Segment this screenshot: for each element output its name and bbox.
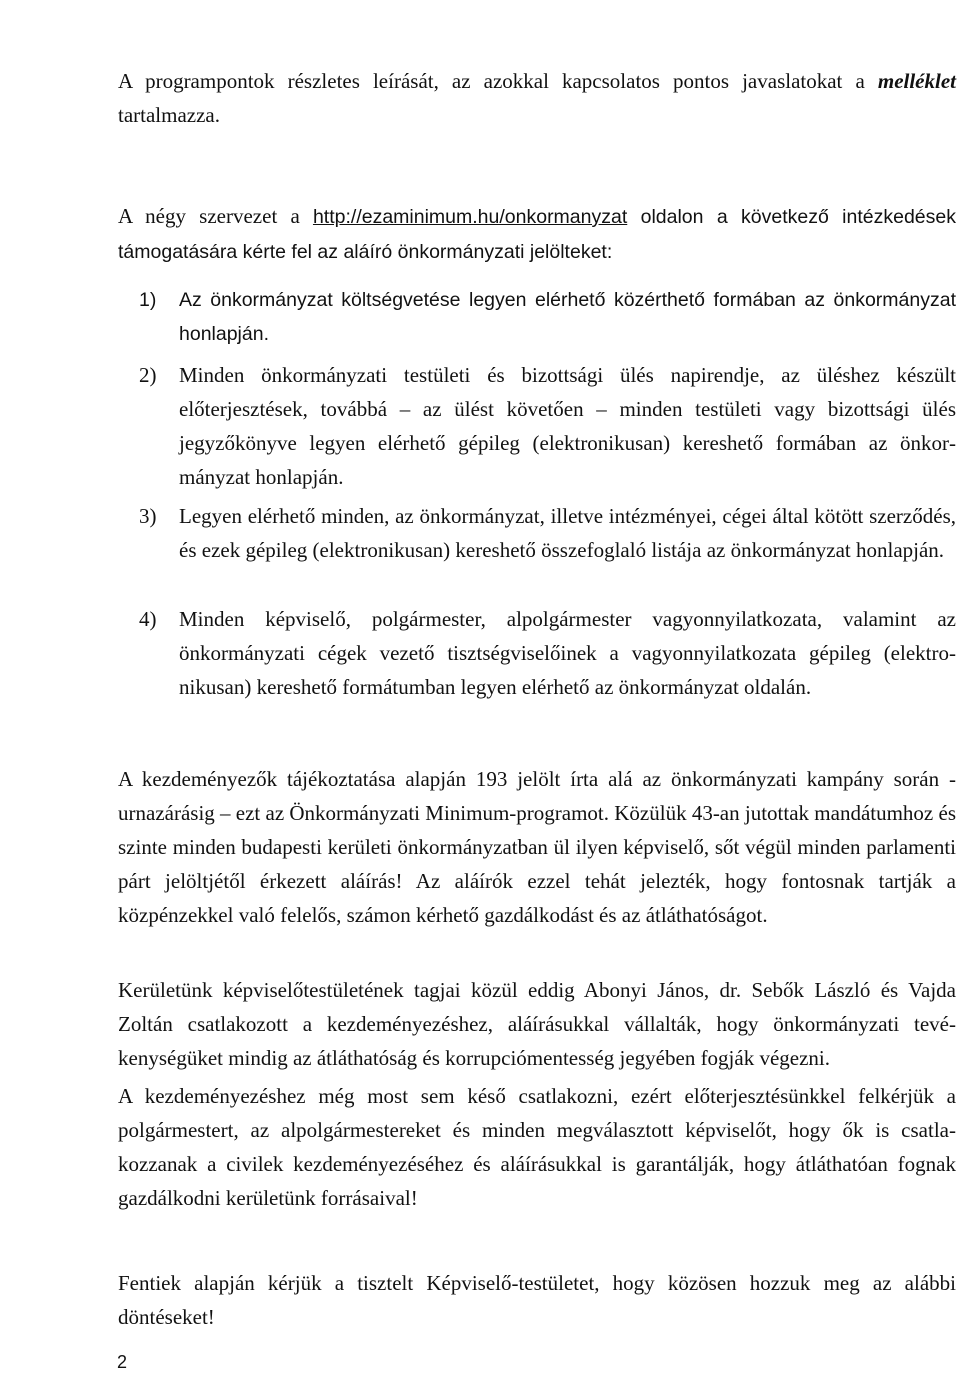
measure-number: 4) [139, 607, 157, 631]
ezaminimum-link[interactable]: http://ezaminimum.hu/onkormanyzat [312, 206, 628, 228]
measure-number: 1) [139, 289, 157, 311]
intro-text-after: tartalmazza. [118, 103, 221, 127]
measure-text: Minden önkormányzati testületi és bizottsági ülés napirendje, az üléshez készült előterjesztések, továbbá – az ülést követően – minden testületi vagy bizottsági ülés jegyzőkönyve legyen elérhető gépileg (elektronikusan) kereshető formában az önkormányzat honlapján. [179, 363, 956, 489]
measure-text: Az önkormányzat költségvetése legyen elérhető közérthető formában az önkormányzat honlapján. [179, 289, 956, 345]
measure-item-2 [139, 358, 956, 494]
page-number: 2 [117, 1352, 128, 1372]
initiators-paragraph: A kezdeményezők tájékoztatása alapján 193 jelölt írta alá az önkormányzati kampány során - urnazárásig – ezt az Önkormányzati Minimum-programot. Közülük 43-an jutottak mandátumhoz és szinte minden budapesti kerületi önkormányzatban ül ilyen képviselő, sőt végül minden parlamenti párt jelöltjétől érkezett aláírás! Az aláírók ezzel tehát jelezték, hogy fontosnak tartják a közpénzekkel való felelős, számon kérhető gazdálkodást és az átláthatóságot. [118, 767, 957, 927]
intro-text: A programpontok részletes leírását, az azokkal kapcsolatos pontos javaslatokat a [118, 69, 878, 93]
measure-item-4 [139, 602, 956, 704]
ngo-text-before: A négy szervezet a [118, 204, 313, 228]
measure-text: Minden képviselő, polgármester, alpolgármester vagyonnyilatkozata, valamint az önkormányzati cégek vezető tisztségviselőinek a vagyonnyilatkozata gépileg (elektronikusan) kereshető formátumban legyen elérhető az önkormányzat oldalán. [179, 607, 956, 699]
invitation-paragraph: A kezdeményezéshez még most sem késő csatlakozni, ezért előterjesztésünkkel felkérjük a polgármestert, az alpolgármestereket és minden megválasztott képviselőt, hogy ők is csatlakozzanak a civilek kezdeményezéséhez és aláírásukkal is garantálják, hogy átláthatóan fognak gazdálkodni kerületünk forrásaival! [118, 1084, 956, 1210]
measure-item-1 [139, 283, 956, 351]
measure-item-3 [139, 499, 956, 567]
measure-number: 2) [139, 363, 157, 387]
ngo-paragraph [118, 199, 956, 269]
attachment-emphasis: melléklet [877, 69, 956, 93]
district-paragraph: Kerületünk képviselőtestületének tagjai közül eddig Abonyi János, dr. Sebők László és Vajda Zoltán csatlakozott a kezdeményezéshez, aláírásukkal vállalták, hogy önkormányzati tevékenységüket mindig az átláthatóság és korrupciómentesség jegyében fogják végezni. [118, 978, 956, 1070]
ngo-text-after: oldalon a következő intézkedések támogatására kérte fel az aláíró önkormányzati jelölteket: [118, 206, 956, 263]
measure-number: 3) [139, 504, 157, 528]
intro-paragraph [118, 64, 956, 132]
measure-text: Legyen elérhető minden, az önkormányzat, illetve intézményei, cégei által kötött szerződés, és ezek gépileg (elektronikusan) kereshető összefoglaló listája az önkormányzat honlapján. [179, 504, 956, 562]
closing-paragraph: Fentiek alapján kérjük a tisztelt Képviselő-testületet, hogy közösen hozzuk meg az alábbi döntéseket! [118, 1271, 956, 1329]
